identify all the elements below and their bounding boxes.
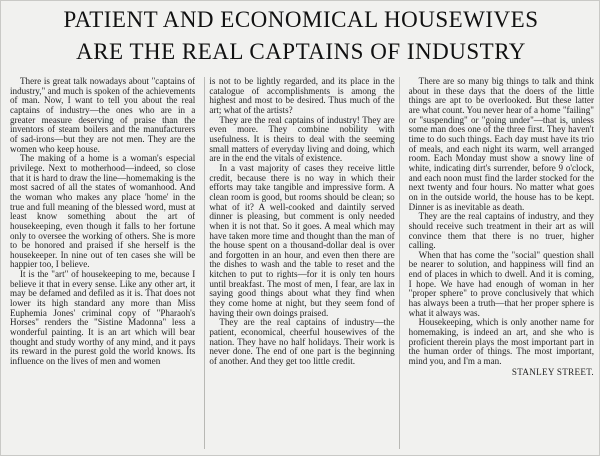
- headline-line-1: PATIENT AND ECONOMICAL HOUSEWIVES: [63, 7, 539, 32]
- paragraph: In a vast majority of cases they receive little credit, because there is no way in which their efforts may take tangible and impressive form. A clean room is good, but rooms should be clean; so what of it? A well-cooked and daintily served dinner is pleasing, but comment is only needed when it is not that. So it goes. A meal which may have taken more time and thought than the man of the house spent on a thousand-dollar deal is over and forgotten in an hour, and even then there are the dishes to wash and the table to reset and the kitchen to put to rights—for it is only ten hours until breakfast. The most of men, I fear, are lax in saying good things about what they find when they come home at night, but they seem fond of having their own doings praised.: [209, 162, 395, 318]
- article-column-1: [10, 77, 195, 449]
- article-body: [10, 77, 594, 449]
- paragraph: is not to be lightly regarded, and its place in the catalogue of accomplishments is among the highest and most to be desired. Thus much of the art; what of the artists?: [209, 77, 395, 115]
- paragraph: There are so many big things to talk and think about in these days that the doers of the little things are apt to be overlooked. But these latter are what count. You never hear of a home "failing" or "suspending" or "going under"—that is, unless some man does one of the three first. They haven't time to do such things. Each day must have its trio of meals, and each night its warm, well arranged room. Each Monday must show a snowy line of white, indicating dirt's surrender, before 9 o'clock, and each noon must find the larder stocked for the next twenty and four hours. No matter what goes on in the outside world, the house has to be kept. Dinner is as inevitable as death.: [408, 77, 594, 212]
- article-column-2: [209, 77, 394, 449]
- paragraph: It is the "art" of housekeeping to me, because I believe it that in every sense. Like any other art, it may be defamed and defiled as it is. That does not lower its high standard any more than Miss Euphemia Jones' criminal copy of "Pharaoh's Horses" renders the "Sistine Madonna" less a wonderful painting. It is an art which will bear thought and study worthy of any mind, and it pays its reward in the purest gold the world knows. Its influence on the lives of men and women: [10, 269, 196, 367]
- column-divider: [204, 77, 205, 449]
- author-signature: STANLEY STREET.: [511, 366, 594, 377]
- paragraph: They are the real captains of industry, and they should receive such treatment in their art as will convince them that there is no truer, higher calling.: [408, 211, 594, 251]
- paragraph: There is great talk nowadays about "captains of industry," and much is spoken of the achievements of man. Now, I want to tell you about the real captains of industry—the ones who are in a greater measure deserving of praise than the inventors of steam boilers and the manufacturers of sad-irons—but they are not men. They are the women who keep house.: [10, 77, 196, 154]
- headline-line-2: ARE THE REAL CAPTAINS OF INDUSTRY: [76, 39, 526, 64]
- paragraph: When that has come the "social" question shall be nearer to solution, and happiness will find an end of places in which to dwell. And it is coming, I hope. We have had enough of woman in her "proper sphere" to prove conclusively that which has always been a truth—that her proper sphere is what it always was.: [408, 249, 594, 318]
- paragraph: They are the real captains of industry! They are even more. They combine nobility with usefulness. It is theirs to deal with the seeming small matters of everyday living and doing, which are in the end the vitals of existence.: [209, 114, 395, 164]
- column-divider: [399, 77, 400, 449]
- paragraph: They are the real captains of industry—the patient, economical, cheerful housewives of the nation. They have no half holidays. Their work is never done. The end of one part is the beginning of another. And they get too little credit.: [209, 317, 395, 367]
- paragraph: Housekeeping, which is only another name for homemaking, is indeed an art, and she who is proficient therein plays the most important part in the human order of things. The most important, mind you, and I'm a man.: [408, 317, 594, 367]
- paragraph: The making of a home is a woman's especial privilege. Next to motherhood—indeed, so close that it is hard to draw the line—homemaking is the most sacred of all the states of womanhood. And the woman who makes any place 'home' in the true and full meaning of the blessed word, must at least know something about the art of housekeeping, even though it falls to her fortune only to oversee the working of others. She is more to be honored and praised if she herself is the housekeeper. In nine out of ten cases she will be happier too, I believe.: [10, 153, 196, 270]
- article-column-3: [409, 77, 594, 449]
